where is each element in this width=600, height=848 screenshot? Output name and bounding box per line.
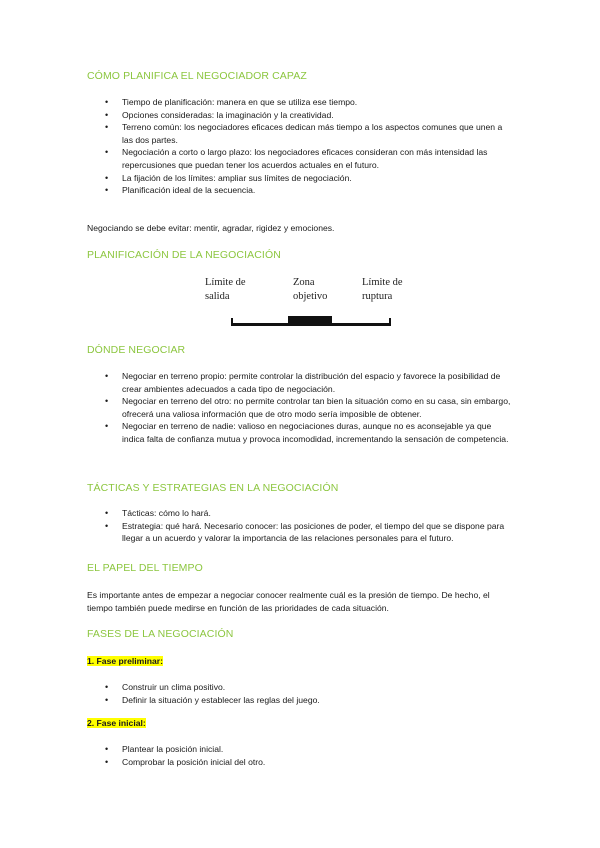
list-item: • Negociar en terreno del otro: no permite controlar tan bien la situación como en su casa, sin embargo, ofrecerá una valiosa información que de otro modo sería imposible de obtener. — [105, 395, 515, 420]
list-item: • Negociar en terreno de nadie: valioso en negociaciones duras, aunque no es aconsejable ya que indica falta de confianza mutua y provoca incomodidad, incrementando la sensación de competencia. — [105, 420, 515, 445]
section-title-donde-negociar: DÓNDE NEGOCIAR — [87, 344, 186, 356]
paragraph-papel-tiempo: Es importante antes de empezar a negociar conocer realmente cuál es la presión de tiempo. De hecho, el tiempo también puede medirse en función de las prioridades de cada situación. — [87, 590, 490, 613]
phase-preliminar-title — [87, 656, 163, 666]
section-title-negociador-capaz: CÓMO PLANIFICA EL NEGOCIADOR CAPAZ — [87, 70, 307, 82]
section-title-fases: FASES DE LA NEGOCIACIÓN — [87, 628, 234, 640]
list-item: • Plantear la posición inicial. — [105, 743, 515, 756]
section-title-planificacion: PLANIFICACIÓN DE LA NEGOCIACIÓN — [87, 249, 281, 261]
section-title-papel-tiempo: EL PAPEL DEL TIEMPO — [87, 562, 203, 574]
list-item: • Comprobar la posición inicial del otro. — [105, 756, 515, 769]
highlight: 1. Fase preliminar: — [87, 656, 163, 666]
negotiation-zone-diagram — [200, 276, 410, 331]
list-item: • Tácticas: cómo lo hará. — [105, 507, 515, 520]
list-item: • Estrategia: qué hará. Necesario conocer: las posiciones de poder, el tiempo del que se dispone para llegar a un acuerdo y valorar la importancia de las relaciones personales para el futuro. — [105, 520, 515, 545]
list-donde-negociar — [105, 370, 515, 446]
diagram-target-zone — [288, 316, 332, 324]
list-fase-preliminar — [105, 681, 515, 706]
section-title-tacticas: TÁCTICAS Y ESTRATEGIAS EN LA NEGOCIACIÓN — [87, 482, 339, 494]
list-item: • Construir un clima positivo. — [105, 681, 515, 694]
phase-inicial-title — [87, 718, 146, 728]
list-tacticas — [105, 507, 515, 545]
list-fase-inicial — [105, 743, 515, 768]
diagram-label-limite-ruptura: Límite de ruptura — [362, 277, 403, 302]
list-item: • Definir la situación y establecer las reglas del juego. — [105, 694, 515, 707]
list-item: • Negociación a corto o largo plazo: los negociadores eficaces consideran con más intensidad las repercusiones que puedan tener los acuerdos actuales en el futuro. — [105, 146, 515, 171]
list-item: • Planificación ideal de la secuencia. — [105, 184, 515, 197]
list-item: • Tiempo de planificación: manera en que se utiliza ese tiempo. — [105, 96, 515, 109]
list-negociador-capaz — [105, 96, 515, 197]
diagram-label-zona-objetivo: Zona objetivo — [293, 277, 328, 302]
list-item: • Terreno común: los negociadores eficaces dedican más tiempo a los aspectos comunes que unen a las dos partes. — [105, 121, 515, 146]
list-item: • La fijación de los límites: ampliar sus límites de negociación. — [105, 172, 515, 185]
diagram-right-tick — [389, 318, 391, 326]
list-item: • Opciones consideradas: la imaginación y la creatividad. — [105, 109, 515, 122]
highlight: 2. Fase inicial: — [87, 718, 146, 728]
list-item: • Negociar en terreno propio: permite controlar la distribución del espacio y favorece la posibilidad de crear ambientes adecuados a cada tipo de negociación. — [105, 370, 515, 395]
note-evitar: Negociando se debe evitar: mentir, agradar, rigidez y emociones. — [87, 223, 335, 233]
diagram-label-limite-salida: Límite de salida — [205, 277, 246, 302]
